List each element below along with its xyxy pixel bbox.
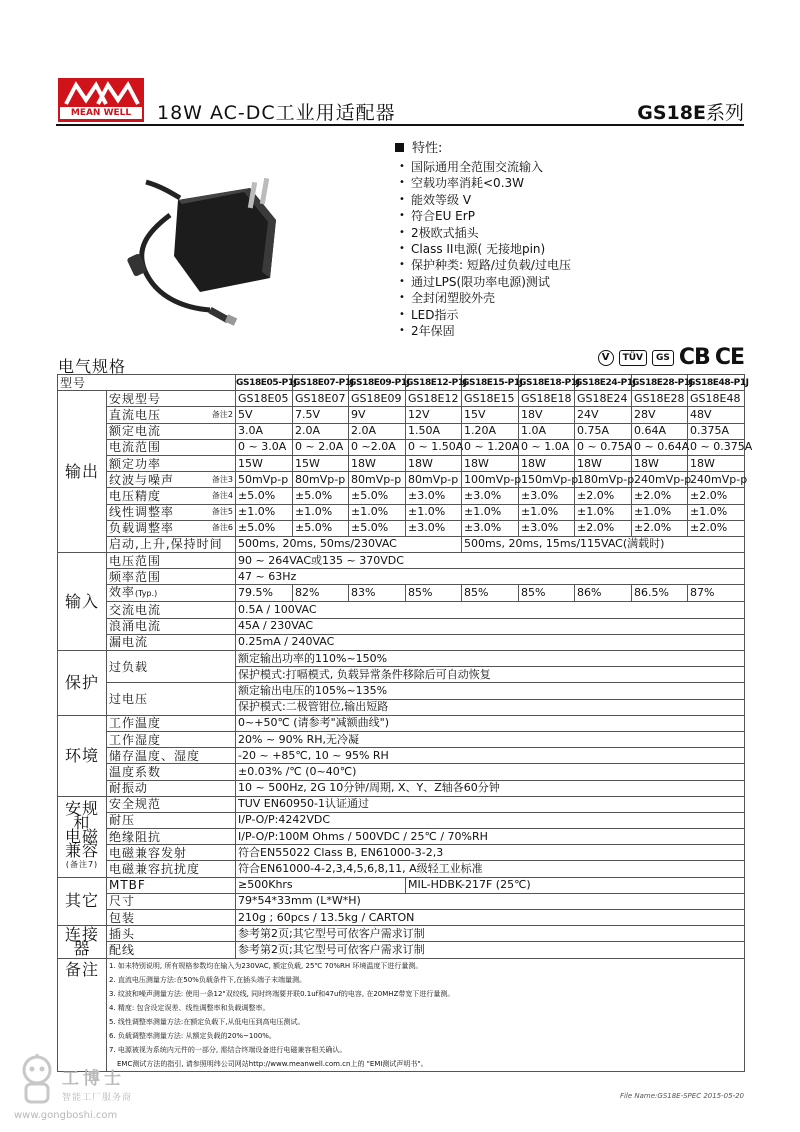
value-cell: 参考第2页;其它型号可依客户需求订制 [236, 926, 745, 942]
table-row [58, 651, 745, 667]
table-row [58, 683, 745, 699]
group-input: 输入 [58, 553, 107, 651]
value-cell: 符合EN55022 Class B, EN61000-3-2,3 [236, 845, 745, 861]
tuv-mark-icon: TÜV [619, 350, 647, 366]
note-line: 3. 纹波和噪声测量方法: 使用一条12"双绞线, 同时终端要并联0.1uf和47uf的电容, 在20MHZ带宽下进行量测。 [109, 989, 455, 998]
feature-item: • 空载功率消耗<0.3W [395, 175, 571, 191]
value-cell: 18V [519, 407, 575, 423]
value-cell: 240mVp-p [688, 472, 745, 488]
row-label-cell [107, 423, 236, 439]
value-cell: 80mVp-p [406, 472, 462, 488]
model-header: GS18E15-P1J [462, 375, 519, 391]
value-cell: 0 ~ 0.64A [632, 439, 688, 455]
row-label: 配线 [107, 942, 236, 958]
value-cell: 100mVp-p [462, 472, 519, 488]
feature-item: • 2极欧式插头 [395, 225, 571, 241]
row-label-cell [107, 439, 236, 455]
group-notes: 备注 [58, 958, 107, 1071]
row-label: 温度系数 [107, 764, 236, 780]
spec-heading: 电气规格 [58, 357, 127, 376]
row-label: 储存温度、湿度 [107, 748, 236, 764]
row-label-cell [107, 455, 236, 471]
row-label: 电压精度 [109, 488, 162, 503]
value-cell: ±1.0% [462, 504, 519, 520]
page-title: 18W AC-DC工业用适配器 [157, 102, 396, 124]
row-label: 过负载 [107, 651, 236, 683]
value-cell: 20% ~ 90% RH,无冷凝 [236, 731, 745, 747]
table-row [58, 845, 745, 861]
watermark-url: www.gongboshi.com [14, 1110, 118, 1121]
value-cell: ±5.0% [236, 488, 293, 504]
value-cell: 10 ~ 500Hz, 2G 10分钟/周期, X、Y、Z轴各60分钟 [236, 780, 745, 796]
value-cell: 0 ~ 3.0A [236, 439, 293, 455]
model-header: GS18E18-P1J [519, 375, 575, 391]
group-label: 安规和 [64, 798, 99, 832]
row-label: 启动,上升,保持时间 [107, 536, 236, 552]
value-cell: 79*54*33mm (L*W*H) [236, 893, 745, 909]
row-label-cell [107, 520, 236, 536]
value-cell: ±3.0% [406, 520, 462, 536]
value-cell: GS18E05 [236, 391, 293, 407]
value-cell: I/P-O/P:4242VDC [236, 812, 745, 828]
row-label: 额定功率 [109, 456, 162, 471]
group-safety-emc [58, 796, 107, 877]
table-row [58, 861, 745, 877]
row-label-cell [107, 585, 236, 602]
efficiency-level-v-icon: V [598, 350, 614, 366]
row-label-cell [107, 472, 236, 488]
value-cell: 0.64A [632, 423, 688, 439]
group-label: 兼容 [64, 840, 99, 860]
value-cell: ±2.0% [575, 488, 632, 504]
table-row [58, 472, 745, 488]
table-row [58, 602, 745, 618]
value-cell: 86.5% [632, 585, 688, 602]
row-note: 备注5 [211, 507, 234, 517]
row-label: 耐振动 [107, 780, 236, 796]
row-label-cell [107, 504, 236, 520]
group-connector: 连接器 [58, 926, 107, 958]
value-cell: GS18E24 [575, 391, 632, 407]
table-row [58, 488, 745, 504]
group-environment: 环境 [58, 715, 107, 796]
certification-marks [598, 345, 744, 370]
value-cell: 80mVp-p [293, 472, 349, 488]
value-cell: 85% [519, 585, 575, 602]
row-label: 浪涌电流 [107, 618, 236, 634]
table-row [58, 585, 745, 602]
note-line: 2. 直流电压测量方法:在50%负载条件下,在插头端子末端量测。 [109, 975, 307, 984]
row-label: 额定电流 [109, 424, 162, 439]
row-label: 过电压 [107, 683, 236, 715]
row-label: 尺寸 [107, 893, 236, 909]
value-cell: 15W [236, 455, 293, 471]
value-cell: ±3.0% [462, 520, 519, 536]
table-row [58, 877, 745, 893]
value-cell: ±0.03% /℃ (0~40℃) [236, 764, 745, 780]
row-note: 备注6 [211, 523, 234, 533]
value-cell: GS18E28 [632, 391, 688, 407]
value-cell: MIL-HDBK-217F (25℃) [406, 877, 745, 893]
value-cell: 210g ; 60pcs / 13.5kg / CARTON [236, 910, 745, 926]
value-cell: 82% [293, 585, 349, 602]
note-line: EMC测试方法的指引, 请参照明纬公司网站http://www.meanwell.com.cn上的 "EMI测试声明书"。 [117, 1059, 428, 1068]
features-section [395, 137, 571, 339]
value-cell: 符合EN61000-4-2,3,4,5,6,8,11, A级轻工业标准 [236, 861, 745, 877]
value-cell: 150mVp-p [519, 472, 575, 488]
table-row [58, 407, 745, 423]
table-row [58, 634, 745, 650]
value-cell: 80mVp-p [349, 472, 406, 488]
note-line: 7. 电源被视为系统内元件的一部分, 需结合终端设备进行电磁兼容相关确认。 [109, 1045, 347, 1054]
table-row [58, 391, 745, 407]
feature-item: • 国际通用全范围交流输入 [395, 159, 571, 175]
value-cell: ±2.0% [688, 488, 745, 504]
gs-mark-icon: GS [652, 350, 674, 366]
model-header: GS18E28-P1J [632, 375, 688, 391]
value-cell: 额定输出功率的110%~150% [236, 651, 745, 667]
value-cell: ±1.0% [632, 504, 688, 520]
row-note: (Typ.) [135, 589, 158, 599]
value-cell: 5V [236, 407, 293, 423]
table-row [58, 520, 745, 536]
row-label: 耐压 [107, 812, 236, 828]
table-row [58, 958, 745, 1071]
value-cell: ±1.0% [519, 504, 575, 520]
value-cell: ±3.0% [406, 488, 462, 504]
table-row [58, 553, 745, 569]
value-cell: ±2.0% [688, 520, 745, 536]
value-cell: 0 ~ 0.375A [688, 439, 745, 455]
value-cell: I/P-O/P:100M Ohms / 500VDC / 25℃ / 70%RH [236, 829, 745, 845]
mw-logo-icon [60, 80, 142, 108]
value-cell: 0.375A [688, 423, 745, 439]
value-cell: ±1.0% [575, 504, 632, 520]
table-row [58, 942, 745, 958]
value-cell: 0 ~ 1.50A [406, 439, 462, 455]
value-cell: 45A / 230VAC [236, 618, 745, 634]
value-cell: 180mVp-p [575, 472, 632, 488]
row-label: 插头 [107, 926, 236, 942]
value-cell: TUV EN60950-1认证通过 [236, 796, 745, 812]
value-cell: ±3.0% [519, 488, 575, 504]
table-row [58, 504, 745, 520]
feature-item: • 保护种类: 短路/过负载/过电压 [395, 257, 571, 273]
value-cell: GS18E18 [519, 391, 575, 407]
table-row [58, 796, 745, 812]
model-header: GS18E48-P1J [688, 375, 745, 391]
value-cell: 0 ~ 1.20A [462, 439, 519, 455]
value-cell: 48V [688, 407, 745, 423]
row-note: 备注2 [211, 409, 234, 419]
row-label: 工作温度 [107, 715, 236, 731]
value-cell: 0 ~ 2.0A [293, 439, 349, 455]
row-label: 绝缘阻抗 [107, 829, 236, 845]
feature-item: • 全封闭塑胶外壳 [395, 290, 571, 306]
note-line: 6. 负载调整率测量方法: 从额定负载的20%~100%。 [109, 1031, 276, 1040]
ce-mark-icon: CE [714, 345, 744, 370]
feature-item: • 能效等级 V [395, 192, 571, 208]
note-line: 5. 线性调整率测量方法:在额定负载下,从低电压到高电压测试。 [109, 1017, 305, 1026]
note-line: 4. 精度: 包含设定误差、线性调整率和负载调整率。 [109, 1003, 270, 1012]
table-row [58, 926, 745, 942]
feature-item: • 通过LPS(限功率电源)测试 [395, 274, 571, 290]
value-cell: ±1.0% [349, 504, 406, 520]
value-cell: 12V [406, 407, 462, 423]
file-info: File Name:GS18E-SPEC 2015-05-20 [619, 1092, 744, 1100]
value-cell: 15W [293, 455, 349, 471]
value-cell: 83% [349, 585, 406, 602]
value-cell: 18W [519, 455, 575, 471]
row-label-cell [107, 488, 236, 504]
table-row [58, 893, 745, 909]
group-note: (备注7) [65, 859, 99, 869]
table-row [58, 618, 745, 634]
value-cell: 3.0A [236, 423, 293, 439]
value-cell: ±2.0% [575, 520, 632, 536]
row-label: 线性调整率 [109, 505, 175, 520]
group-others: 其它 [58, 877, 107, 926]
value-cell: GS18E12 [406, 391, 462, 407]
adapter-product-image [100, 160, 330, 330]
model-header: GS18E09-P1J [349, 375, 406, 391]
cb-mark-icon: CB [678, 345, 710, 370]
note-line: 1. 如未特别说明, 所有规格参数均在输入为230VAC, 额定负载, 25℃ 70%RH 环境温度下进行量测。 [109, 961, 423, 970]
value-cell: GS18E15 [462, 391, 519, 407]
value-cell: 15V [462, 407, 519, 423]
value-cell: 0 ~ 0.75A [575, 439, 632, 455]
value-cell: 18W [632, 455, 688, 471]
value-cell: 18W [349, 455, 406, 471]
value-cell: 7.5V [293, 407, 349, 423]
feature-item: • LED指示 [395, 307, 571, 323]
row-label: 安规型号 [109, 391, 162, 406]
watermark-brand: 工博士 [62, 1069, 125, 1089]
table-row [58, 715, 745, 731]
model-label: 型号 [58, 375, 236, 391]
model-header: GS18E07-P1J [293, 375, 349, 391]
value-cell: ±1.0% [293, 504, 349, 520]
value-cell: 0.75A [575, 423, 632, 439]
value-cell: ≥500Khrs [236, 877, 406, 893]
value-cell: 18W [688, 455, 745, 471]
group-output: 输出 [58, 391, 107, 553]
feature-item: • 2年保固 [395, 323, 571, 339]
row-label: 电磁兼容发射 [107, 845, 236, 861]
table-row [58, 829, 745, 845]
value-cell: ±1.0% [406, 504, 462, 520]
value-cell: 18W [406, 455, 462, 471]
value-cell: 85% [462, 585, 519, 602]
value-cell: 1.50A [406, 423, 462, 439]
model-header: GS18E12-P1J [406, 375, 462, 391]
row-label-cell [107, 391, 236, 407]
mean-well-logo [58, 78, 144, 122]
model-header: GS18E05-P1J [236, 375, 293, 391]
value-cell: ±1.0% [688, 504, 745, 520]
value-cell: ±2.0% [632, 488, 688, 504]
value-cell: 47 ~ 63Hz [236, 569, 745, 585]
row-label: 电磁兼容抗扰度 [107, 861, 236, 877]
row-label: 效率 [109, 585, 136, 600]
value-cell: 保护模式:二极管钳位,输出短路 [236, 699, 745, 715]
value-cell: 500ms, 20ms, 50ms/230VAC [236, 536, 462, 552]
value-cell: ±5.0% [349, 488, 406, 504]
spec-table [57, 374, 753, 1072]
value-cell: 2.0A [349, 423, 406, 439]
value-cell: GS18E09 [349, 391, 406, 407]
value-cell: ±5.0% [349, 520, 406, 536]
table-row [58, 764, 745, 780]
header-divider [56, 124, 744, 126]
table-row [58, 439, 745, 455]
brand-name: MEAN WELL [60, 107, 142, 119]
group-protection: 保护 [58, 651, 107, 716]
table-row [58, 569, 745, 585]
row-label: 交流电流 [107, 602, 236, 618]
value-cell: 0 ~2.0A [349, 439, 406, 455]
row-label: 频率范围 [107, 569, 236, 585]
value-cell: GS18E07 [293, 391, 349, 407]
feature-item: • 符合EU ErP [395, 208, 571, 224]
value-cell: 保护模式:打嗝模式, 负载异常条件移除后可自动恢复 [236, 667, 745, 683]
value-cell: ±2.0% [632, 520, 688, 536]
value-cell: 2.0A [293, 423, 349, 439]
value-cell: 28V [632, 407, 688, 423]
row-label: 电流范围 [109, 440, 162, 455]
value-cell: ±5.0% [293, 520, 349, 536]
table-row [58, 375, 745, 391]
row-label: MTBF [107, 877, 236, 893]
watermark-tagline: 智能工厂服务商 [62, 1093, 133, 1103]
table-row [58, 423, 745, 439]
row-label: 工作湿度 [107, 731, 236, 747]
value-cell: 85% [406, 585, 462, 602]
table-row [58, 536, 745, 552]
row-label: 安全规范 [107, 796, 236, 812]
feature-item: • Class II电源( 无接地pin) [395, 241, 571, 257]
value-cell: ±3.0% [519, 520, 575, 536]
value-cell: ±5.0% [293, 488, 349, 504]
row-note: 备注4 [211, 490, 234, 500]
value-cell: 79.5% [236, 585, 293, 602]
value-cell: 24V [575, 407, 632, 423]
value-cell: ±1.0% [236, 504, 293, 520]
value-cell: 1.20A [462, 423, 519, 439]
value-cell: 18W [575, 455, 632, 471]
row-label-cell [107, 407, 236, 423]
notes-cell [107, 958, 745, 1071]
value-cell: 50mVp-p [236, 472, 293, 488]
row-label: 电压范围 [107, 553, 236, 569]
features-list [395, 159, 571, 339]
row-label: 直流电压 [109, 407, 162, 422]
features-heading: 特性: [395, 137, 571, 156]
series-title: GS18E系列 [637, 102, 744, 124]
value-cell: 0~+50℃ (请参考"减额曲线") [236, 715, 745, 731]
value-cell: 90 ~ 264VAC或135 ~ 370VDC [236, 553, 745, 569]
value-cell: ±3.0% [462, 488, 519, 504]
table-row [58, 780, 745, 796]
row-note: 备注3 [211, 474, 234, 484]
table-row [58, 910, 745, 926]
value-cell: 87% [688, 585, 745, 602]
robot-mascot-icon [14, 1052, 60, 1110]
value-cell: 1.0A [519, 423, 575, 439]
value-cell: 0.25mA / 240VAC [236, 634, 745, 650]
table-row [58, 455, 745, 471]
value-cell: 18W [462, 455, 519, 471]
row-label: 包装 [107, 910, 236, 926]
table-row [58, 812, 745, 828]
row-label: 纹波与噪声 [109, 472, 175, 487]
model-header: GS18E24-P1J [575, 375, 632, 391]
value-cell: 0.5A / 100VAC [236, 602, 745, 618]
value-cell: -20 ~ +85℃, 10 ~ 95% RH [236, 748, 745, 764]
value-cell: 参考第2页;其它型号可依客户需求订制 [236, 942, 745, 958]
value-cell: 86% [575, 585, 632, 602]
value-cell: 240mVp-p [632, 472, 688, 488]
value-cell: ±5.0% [236, 520, 293, 536]
group-label: 电磁 [64, 826, 99, 846]
value-cell: 500ms, 20ms, 15ms/115VAC(满载时) [462, 536, 745, 552]
value-cell: 额定输出电压的105%~135% [236, 683, 745, 699]
row-label: 漏电流 [107, 634, 236, 650]
table-row [58, 748, 745, 764]
row-label: 负载调整率 [109, 521, 175, 536]
value-cell: 9V [349, 407, 406, 423]
table-row [58, 731, 745, 747]
value-cell: GS18E48 [688, 391, 745, 407]
value-cell: 0 ~ 1.0A [519, 439, 575, 455]
